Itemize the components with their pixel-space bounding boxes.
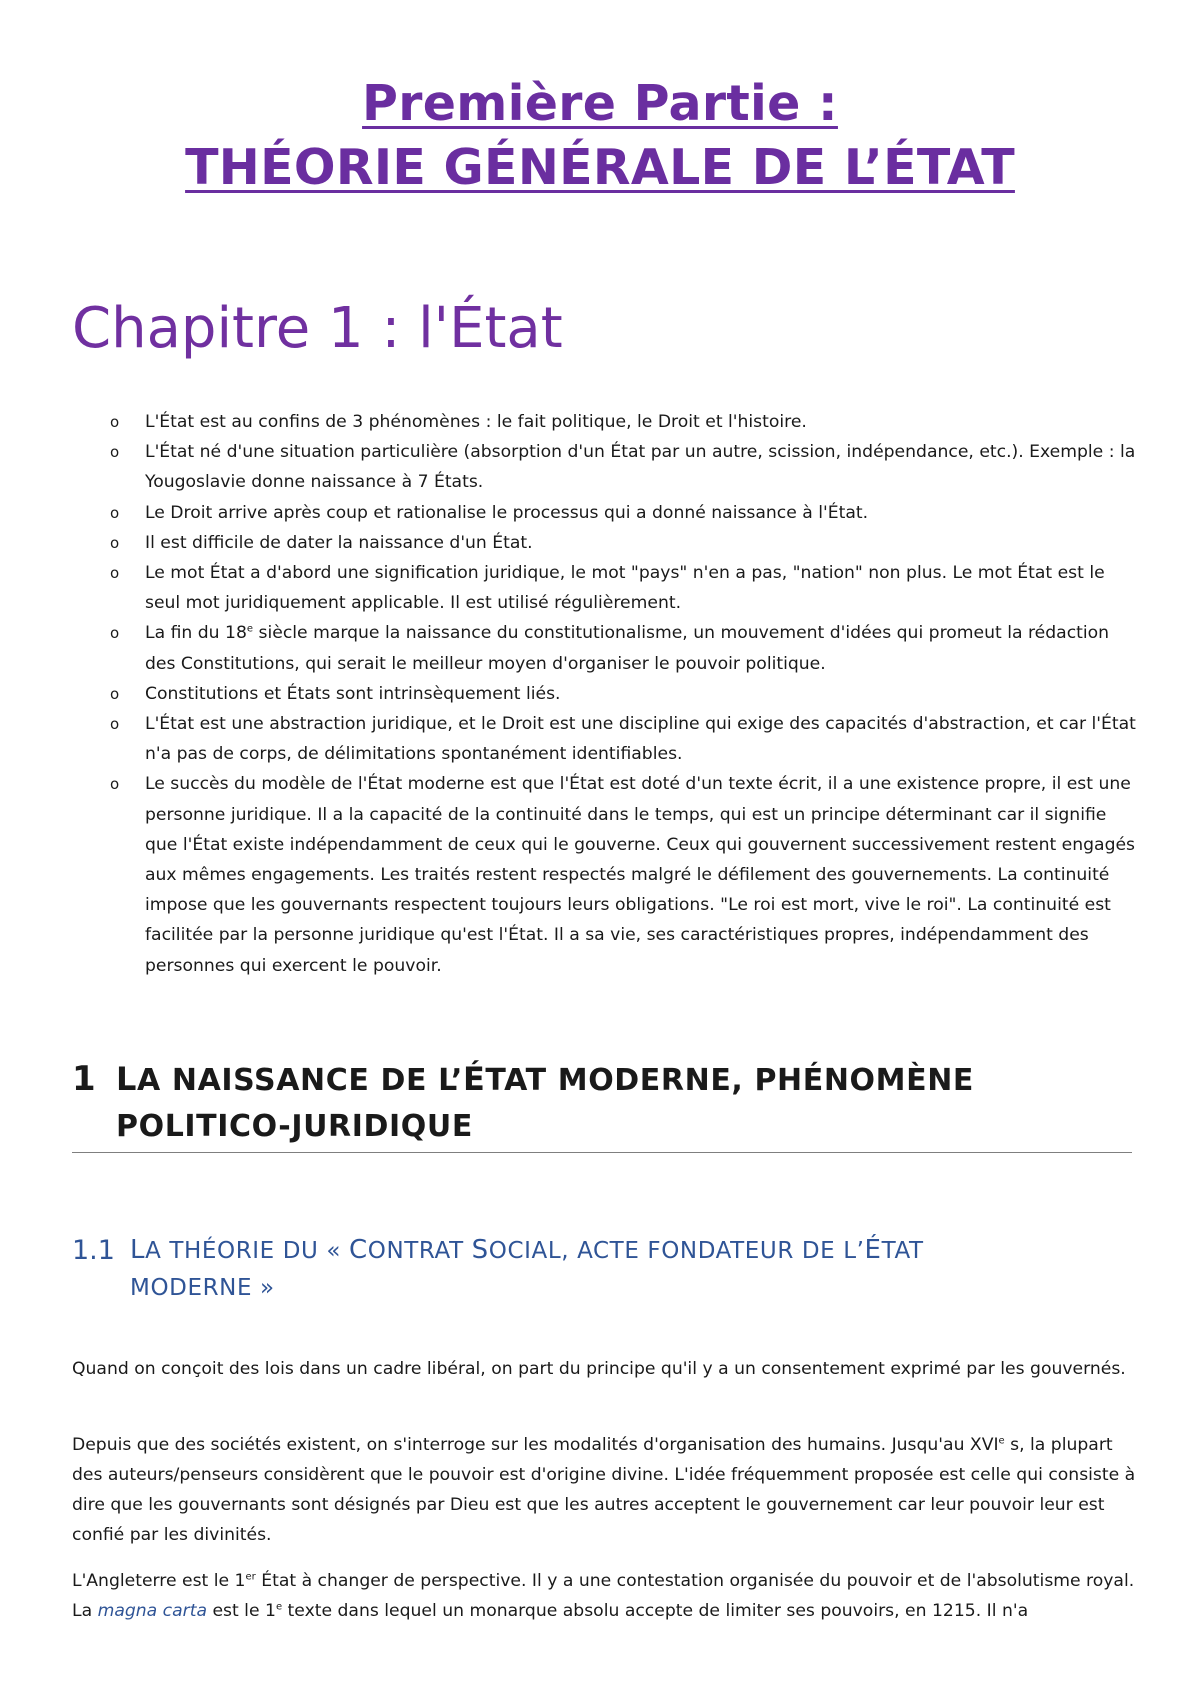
bullet-marker: o [110,413,120,431]
list-item [108,407,1136,437]
paragraph [72,1566,1137,1626]
superscript: e [246,623,254,635]
paragraph [72,1430,1137,1550]
bullet-marker: o [110,775,120,794]
paragraph-text: est le 1 [206,1601,276,1621]
bullet-marker: o [110,715,120,734]
heading-smallcaps: TAT MODERNE, PHÉNOMÈNE [485,1063,974,1098]
list-item-text: Le mot État a d'abord une signification juridique, le mot "pays" n'en a pas, "nation" non plus. Le mot État est le seul mot juridiquement applicable. Il est utilisé régulièrement. [145,563,1105,614]
list-item [108,558,1136,618]
bullet-marker: o [110,533,120,552]
paragraph-text: Depuis que des sociétés existent, on s'interroge sur les modalités d'organisation des humains. Jusqu'au XVI [72,1435,999,1455]
heading-initial: L [130,1235,146,1265]
paragraph-text: texte dans lequel un monarque absolu accepte de limiter ses pouvoirs, en 1215. Il n'a [282,1601,1029,1621]
subsection-number: 1.1 [72,1235,115,1266]
list-item [108,528,1136,558]
list-item-text: Le Droit arrive après coup et rationalise le processus qui a donné naissance à l'État. [145,502,869,523]
section-heading-1 [72,1056,1132,1153]
heading-initial: C [348,1235,368,1265]
part-title-line2: THÉORIE GÉNÉRALE DE L’ÉTAT [185,139,1015,196]
paragraph-text: État à changer de perspective. Il y a une contestation organisée du pouvoir et de l'absolutisme royal. La [72,1571,1135,1621]
heading-smallcaps: ONTRAT [367,1238,472,1264]
heading-smallcaps: TAT [881,1238,924,1264]
heading-initial: É [462,1060,486,1098]
list-item [108,498,1136,528]
heading-initial: É [864,1235,882,1265]
list-item-text: Le succès du modèle de l'État moderne est que l'État est doté d'un texte écrit, il a une existence propre, il est une personne juridique. Il a la capacité de la continuité dans le temps, qui est un principe déterminant car il signifie que l'État existe indépendamment de ceux qui le gouverne. Ceux qui gouvernent successivement restent engagés aux mêmes engagements. Les traités restent respectés malgré le défilement des gouvernements. La continuité impose que les gouvernants respectent toujours leurs obligations. "Le roi est mort, vive le roi". La continuité est facilitée par la personne juridique qu'est l'État. Il a sa vie, ses caractéristiques propres, indépendamment des personnes qui exercent le pouvoir. [145,774,1136,976]
part-title-line1: Première Partie : [362,75,838,132]
heading-smallcaps: OCIAL, ACTE FONDATEUR DE L’ [488,1238,865,1264]
bullet-list [108,407,1136,981]
bullet-marker: o [110,624,120,643]
heading-initial: L [116,1060,137,1098]
list-item [108,437,1136,497]
section-heading-1-1 [72,1232,1132,1307]
paragraph-text: s, la plupart des auteurs/penseurs considèrent que le pouvoir est d'origine divine. L'idée fréquemment proposée est celle qui consiste à dire que les gouvernants sont désignés par Dieu est que les autres acceptent le gouvernement car leur pouvoir leur est confié par les divinités. [72,1435,1136,1545]
heading-smallcaps: A NAISSANCE DE L’ [137,1063,463,1098]
list-item-text: siècle marque la naissance du constitutionalisme, un mouvement d'idées qui promeut la rédaction des Constitutions, qui serait le meilleur moyen d'organiser le pouvoir politique. [145,623,1110,674]
paragraph-text: L'Angleterre est le 1 [72,1571,246,1591]
bullet-marker: o [110,684,120,703]
heading-line2: POLITICO-JURIDIQUE [116,1109,473,1144]
subsection-heading-text [72,1232,1132,1307]
bullet-marker: o [110,443,120,462]
bullet-marker: o [110,503,120,522]
list-item-text: Il est difficile de dater la naissance d'un État. [145,532,533,553]
list-item [108,769,1136,980]
list-item-text: L'État est une abstraction juridique, et le Droit est une discipline qui exige des capacités d'abstraction, et car l'État n'a pas de corps, de délimitations spontanément identifiables. [145,714,1136,765]
heading-line2: MODERNE » [130,1275,275,1301]
superscript: e [275,1601,283,1613]
superscript: e [998,1435,1005,1447]
section-heading-text [72,1056,1132,1150]
chapter-title: Chapitre 1 : l'État [72,296,563,361]
part-title [0,72,1200,200]
bullet-marker: o [110,564,120,583]
section-number: 1 [72,1059,96,1099]
italic-term: magna carta [97,1601,207,1621]
list-item-text: Constitutions et États sont intrinsèquement liés. [145,683,561,704]
superscript: er [245,1571,256,1583]
heading-smallcaps: A THÉORIE DU « [145,1238,349,1264]
list-item [108,709,1136,769]
paragraph: Quand on conçoit des lois dans un cadre libéral, on part du principe qu'il y a un consentement exprimé par les gouvernés. [72,1359,1126,1379]
list-item-text: L'État est au confins de 3 phénomènes : le fait politique, le Droit et l'histoire. [145,412,807,432]
list-item [108,618,1136,678]
list-item-text: L'État né d'une situation particulière (absorption d'un État par un autre, scission, indépendance, etc.). Exemple : la Yougoslavie donne naissance à 7 États. [145,442,1136,493]
heading-initial: S [471,1235,489,1265]
list-item-text: La fin du 18 [145,623,247,644]
list-item [108,679,1136,709]
